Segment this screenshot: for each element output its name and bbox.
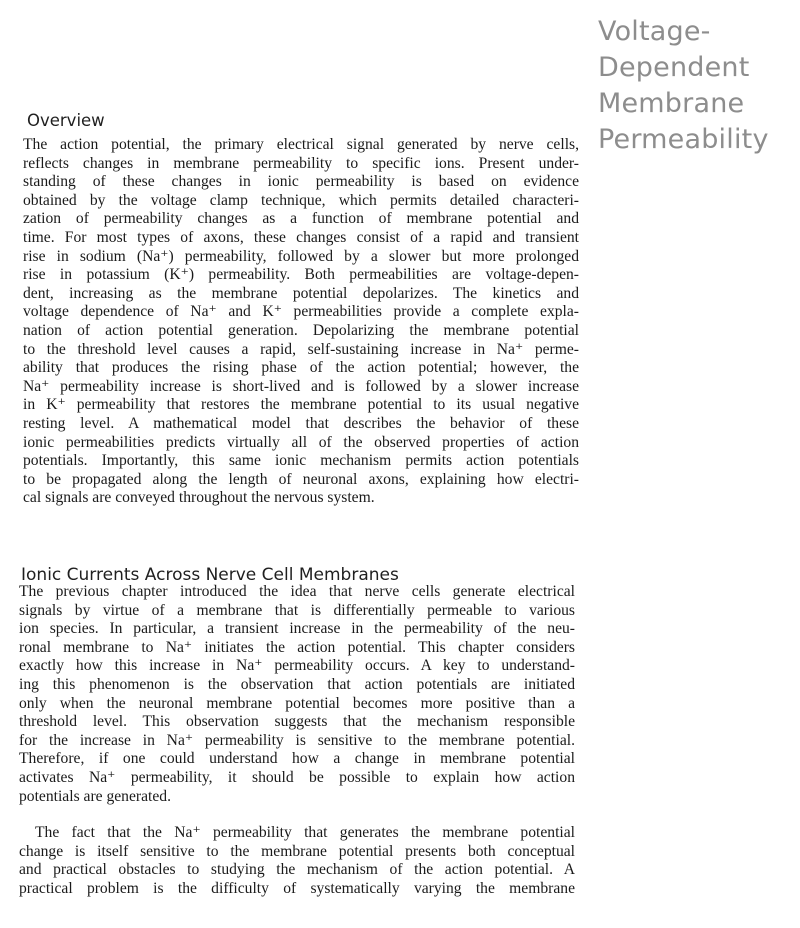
- chapter-title-line: Membrane: [598, 88, 745, 119]
- text-line: exactly how this increase in Na⁺ permeability occurs. A key to understand-: [19, 657, 575, 675]
- text-line: activates Na⁺ permeability, it should be possible to explain how action: [19, 768, 575, 786]
- text-line: for the increase in Na⁺ permeability is sensitive to the membrane potential.: [19, 731, 575, 749]
- text-line: ionic permeabilities predicts virtually all of the observed properties of action: [23, 433, 579, 451]
- text-line: and practical obstacles to studying the mechanism of the action potential. A: [19, 861, 575, 879]
- overview-heading: Overview: [27, 110, 105, 130]
- chapter-title-line: Voltage-: [598, 16, 711, 47]
- text-line: in K⁺ permeability that restores the membrane potential to its usual negative: [23, 396, 579, 414]
- text-line: zation of permeability changes as a function of membrane potential and: [23, 210, 579, 228]
- overview-paragraph: [23, 136, 579, 508]
- text-line: time. For most types of axons, these changes consist of a rapid and transient: [23, 228, 579, 246]
- text-line: rise in potassium (K⁺) permeability. Both permeabilities are voltage-depen-: [23, 266, 579, 284]
- chapter-title-line: Dependent: [598, 52, 750, 83]
- fact-paragraph: [19, 824, 575, 898]
- text-line: The action potential, the primary electrical signal generated by nerve cells,: [23, 136, 579, 153]
- text-line: cal signals are conveyed throughout the nervous system.: [23, 489, 375, 507]
- text-line: obtained by the voltage clamp technique, which permits detailed characteri-: [23, 191, 579, 209]
- text-line: ability that produces the rising phase of the action potential; however, the: [23, 359, 579, 377]
- text-line: Na⁺ permeability increase is short-lived and is followed by a slower increase: [23, 377, 579, 395]
- text-line: dent, increasing as the membrane potential depolarizes. The kinetics and: [23, 284, 579, 302]
- text-line: practical problem is the difficulty of systematically varying the membrane: [19, 879, 575, 897]
- chapter-title: [598, 14, 798, 158]
- text-line: standing of these changes in ionic permeability is based on evidence: [23, 173, 579, 191]
- text-line: ronal membrane to Na⁺ initiates the action potential. This chapter considers: [19, 638, 575, 656]
- text-line: threshold level. This observation suggests that the mechanism responsible: [19, 713, 575, 731]
- text-line: signals by virtue of a membrane that is differentially permeable to various: [19, 601, 575, 619]
- text-line: ion species. In particular, a transient increase in the permeability of the neu-: [19, 620, 575, 638]
- chapter-title-line: Permeability: [598, 124, 769, 155]
- text-line: to be propagated along the length of neuronal axons, explaining how electri-: [23, 470, 579, 488]
- ionic-currents-paragraph: [19, 583, 575, 806]
- text-line: nation of action potential generation. Depolarizing the membrane potential: [23, 321, 579, 339]
- text-line: reflects changes in membrane permeability to specific ions. Present under-: [23, 154, 579, 172]
- text-line: change is itself sensitive to the membrane potential presents both conceptual: [19, 842, 575, 860]
- text-line: to the threshold level causes a rapid, self-sustaining increase in Na⁺ perme-: [23, 340, 579, 358]
- text-line: potentials. Importantly, this same ionic mechanism permits action potentials: [23, 452, 579, 470]
- text-line: voltage dependence of Na⁺ and K⁺ permeabilities provide a complete expla-: [23, 303, 579, 321]
- text-line: ing this phenomenon is the observation that action potentials are initiated: [19, 675, 575, 693]
- text-line: The previous chapter introduced the idea that nerve cells generate electrical: [19, 583, 575, 600]
- text-line: The fact that the Na⁺ permeability that generates the membrane potential: [35, 824, 575, 841]
- text-line: only when the neuronal membrane potential becomes more positive than a: [19, 694, 575, 712]
- text-line: Therefore, if one could understand how a change in membrane potential: [19, 750, 575, 768]
- text-line: resting level. A mathematical model that describes the behavior of these: [23, 414, 579, 432]
- text-line: potentials are generated.: [19, 787, 171, 805]
- ionic-currents-heading: Ionic Currents Across Nerve Cell Membranes: [21, 565, 399, 586]
- text-line: rise in sodium (Na⁺) permeability, followed by a slower but more prolonged: [23, 247, 579, 265]
